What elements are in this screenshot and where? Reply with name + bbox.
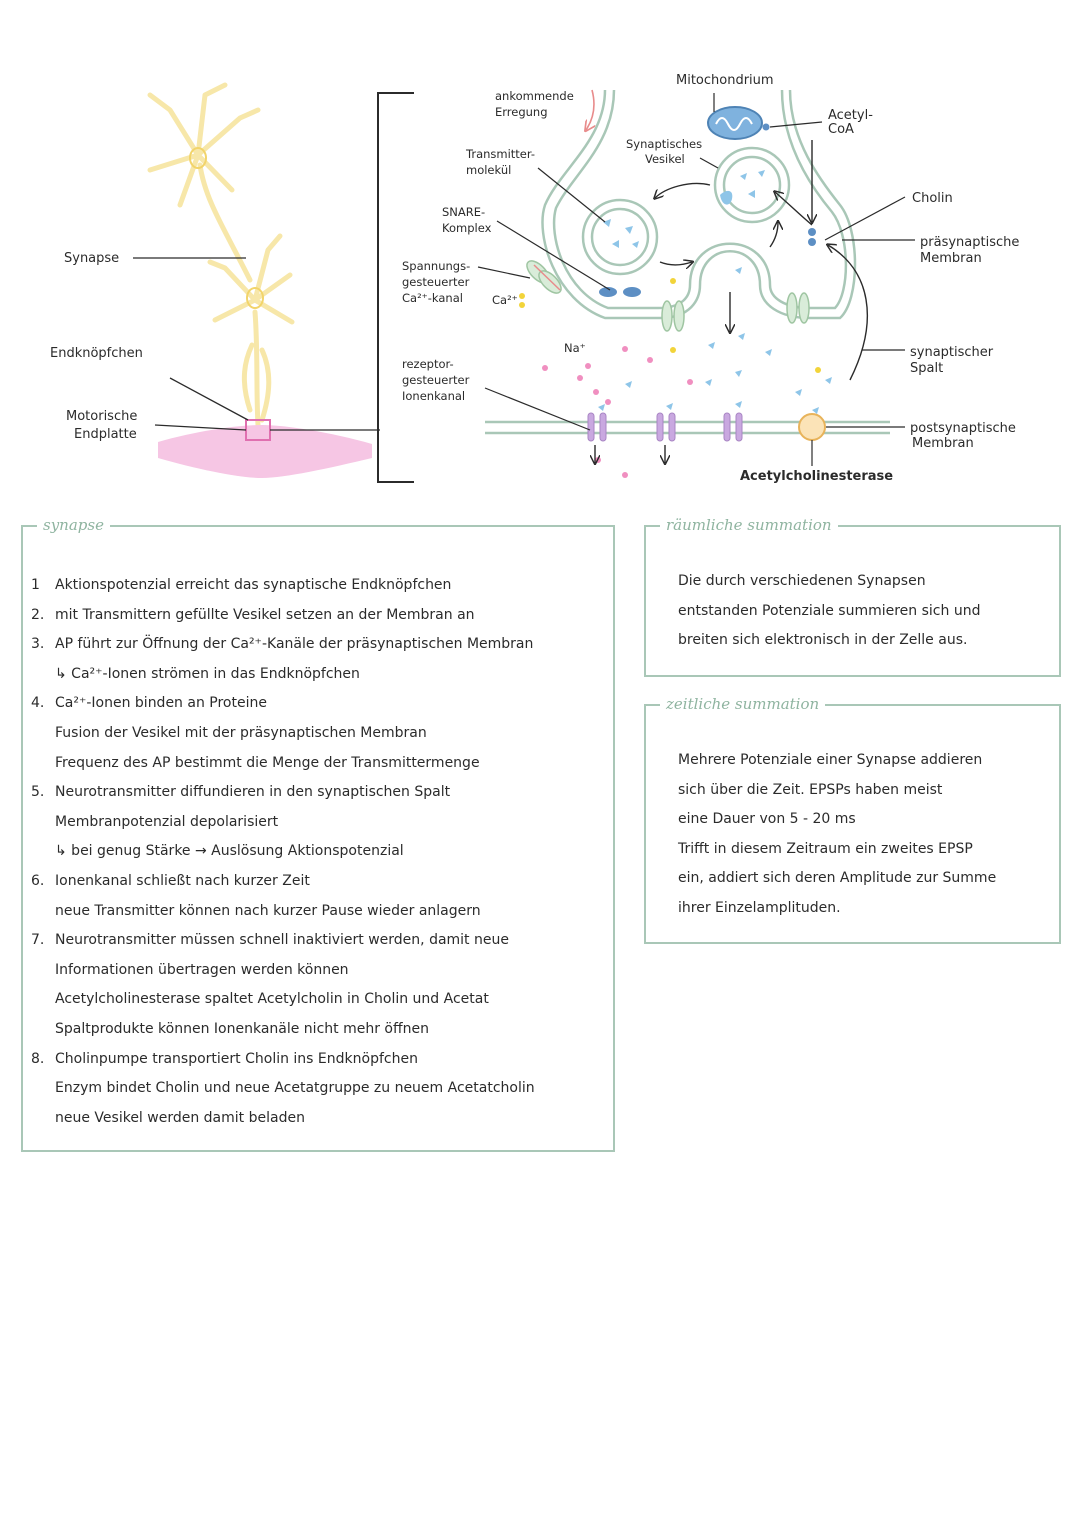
label-spalt: Spalt (910, 361, 944, 376)
step-number: 6. (31, 872, 45, 889)
synapse-step (31, 630, 603, 660)
label-synaptischer: synaptischer (910, 345, 994, 360)
snare-complex (599, 287, 641, 297)
synapse-step (31, 867, 603, 897)
text-line: ein, addiert sich deren Amplitude zur Summe (678, 870, 997, 887)
step-text: Informationen übertragen werden können (55, 961, 349, 978)
synapse-step (31, 778, 603, 808)
step-text: Aktionspotenzial erreicht das synaptische Endknöpfchen (55, 577, 452, 593)
step-text: Membranpotenzial depolarisiert (55, 813, 279, 830)
step-text: Ionenkanal schließt nach kurzer Zeit (55, 872, 310, 889)
label-coa: CoA (828, 122, 854, 137)
acetylcholinesterase-enzyme (799, 414, 825, 440)
synapse-step (31, 1045, 603, 1075)
synapse-step (31, 956, 603, 986)
step-text: ↳ bei genug Stärke → Auslösung Aktionspotenzial (55, 843, 404, 860)
step-text: Acetylcholinesterase spaltet Acetylcholin in Cholin und Acetat (55, 991, 489, 1008)
label-prasyn-membran: Membran (920, 251, 982, 266)
step-text: Frequenz des AP bestimmt die Menge der Transmittermenge (55, 754, 480, 771)
raeumliche-summation-box (644, 516, 1061, 677)
synapse-box (21, 516, 615, 1152)
zeitliche-summation-text (678, 746, 1047, 924)
text-line: breiten sich elektronisch in der Zelle aus. (678, 632, 968, 649)
label-synaptisches: Synaptisches (626, 137, 703, 151)
synapse-step (31, 985, 603, 1015)
label-vesikel: Vesikel (645, 152, 685, 166)
step-text: Cholinpumpe transportiert Cholin ins Endknöpfchen (55, 1050, 418, 1067)
label-spannung: Spannungs- (402, 259, 471, 273)
label-ankommende: ankommende (495, 89, 574, 103)
text-line: sich über die Zeit. EPSPs haben meist (678, 781, 943, 798)
label-postsyn-membran: Membran (912, 436, 974, 451)
step-text: Neurotransmitter diffundieren in den synaptischen Spalt (55, 784, 451, 801)
synapse-step (31, 1015, 603, 1045)
step-number: 8. (31, 1050, 45, 1067)
zeitliche-summation-title: zeitliche summation (660, 695, 825, 713)
step-text: Enzym bindet Cholin und neue Acetatgruppe zu neuem Acetatcholin (55, 1080, 535, 1097)
step-number: 1 (31, 577, 40, 593)
label-prasynaptische: präsynaptische (920, 235, 1020, 250)
synapse-step (31, 897, 603, 927)
raeumliche-summation-text (678, 567, 1047, 656)
label-ca: Ca²⁺ (492, 293, 518, 307)
text-line: ihrer Einzelamplituden. (678, 899, 841, 916)
synapse-step (31, 719, 603, 749)
label-na: Na⁺ (564, 341, 586, 355)
synapse-step (31, 601, 603, 631)
label-motorische: Motorische (66, 409, 138, 424)
step-number: 7. (31, 932, 45, 949)
step-number: 5. (31, 784, 45, 801)
label-cholin: Cholin (912, 191, 953, 206)
label-endplatte: Endplatte (74, 427, 137, 442)
synapse-step (31, 571, 603, 601)
label-ionenkanal: Ionenkanal (402, 389, 466, 403)
synapse-step (31, 660, 603, 690)
label-synapse: Synapse (64, 251, 120, 266)
text-line: Trifft in diesem Zeitraum ein zweites EPSP (678, 840, 973, 857)
synapse-step (31, 808, 603, 838)
step-text: Ca²⁺-Ionen binden an Proteine (55, 695, 267, 712)
label-snare: SNARE- (442, 205, 486, 219)
text-line: Mehrere Potenziale einer Synapse addieren (678, 752, 983, 768)
synapse-step (31, 1104, 603, 1134)
step-text: mit Transmittern gefüllte Vesikel setzen an der Membran an (55, 606, 475, 623)
text-line: Die durch verschiedenen Synapsen (678, 573, 926, 589)
label-mitochondrium: Mitochondrium (676, 73, 774, 88)
label-molekul: molekül (466, 163, 512, 177)
raeumliche-summation-title: räumliche summation (660, 516, 838, 534)
synapse-step (31, 689, 603, 719)
step-text: Neurotransmitter müssen schnell inaktiviert werden, damit neue (55, 932, 509, 949)
motor-neuron-illustration (150, 85, 292, 425)
synapse-step (31, 1074, 603, 1104)
na-ions (542, 346, 693, 478)
step-text: neue Vesikel werden damit beladen (55, 1109, 305, 1126)
label-ca-kanal: Ca²⁺-kanal (402, 291, 463, 305)
step-number: 2. (31, 606, 45, 623)
muscle-fiber (158, 425, 372, 478)
step-text: ↳ Ca²⁺-Ionen strömen in das Endknöpfchen (55, 665, 360, 682)
receptor-ion-channels (588, 413, 742, 441)
synapse-box-title: synapse (37, 516, 110, 534)
label-rezeptor-gesteuerter: gesteuerter (402, 373, 470, 387)
synapse-steps (31, 571, 603, 1133)
label-endknopfchen: Endknöpfchen (50, 346, 143, 361)
synapse-step (31, 926, 603, 956)
step-number: 3. (31, 636, 45, 653)
label-transmitter: Transmitter- (466, 147, 536, 161)
step-text: AP führt zur Öffnung der Ca²⁺-Kanäle der präsynaptischen Membran (55, 636, 534, 653)
label-erregung: Erregung (495, 105, 548, 119)
synapse-diagram (0, 0, 1080, 500)
label-postsynaptische: postsynaptische (910, 421, 1016, 436)
step-text: Fusion der Vesikel mit der präsynaptischen Membran (55, 724, 427, 741)
label-gesteuerter: gesteuerter (402, 275, 470, 289)
label-acetyl: Acetyl- (828, 108, 873, 123)
label-rezeptor: rezeptor- (402, 357, 454, 371)
label-komplex: Komplex (442, 221, 492, 235)
step-number: 4. (31, 695, 45, 712)
synapse-step (31, 749, 603, 779)
label-acetylcholinesterase: Acetylcholinesterase (740, 469, 894, 484)
text-line: entstanden Potenziale summieren sich und (678, 602, 981, 619)
zeitliche-summation-box (644, 695, 1061, 944)
text-line: eine Dauer von 5 - 20 ms (678, 811, 856, 828)
synapse-step (31, 837, 603, 867)
step-text: Spaltprodukte können Ionenkanäle nicht mehr öffnen (55, 1020, 429, 1037)
step-text: neue Transmitter können nach kurzer Pause wieder anlagern (55, 902, 481, 919)
